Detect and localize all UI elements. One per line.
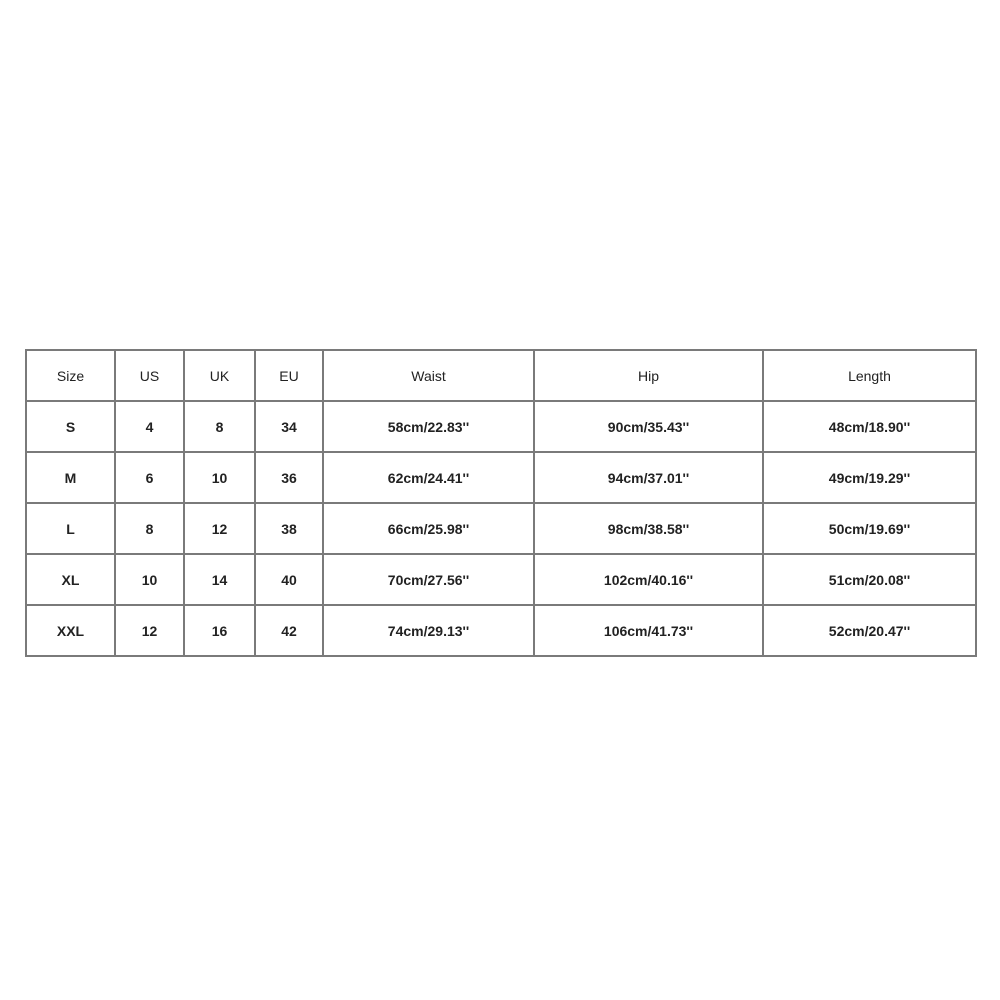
table-row	[26, 503, 976, 554]
cell-eu: 38	[255, 503, 323, 554]
cell-length: 48cm/18.90''	[763, 401, 976, 452]
cell-size: S	[26, 401, 115, 452]
cell-size: L	[26, 503, 115, 554]
table-row	[26, 605, 976, 656]
cell-eu: 42	[255, 605, 323, 656]
cell-us: 6	[115, 452, 184, 503]
cell-hip: 94cm/37.01''	[534, 452, 763, 503]
cell-us: 8	[115, 503, 184, 554]
cell-waist: 74cm/29.13''	[323, 605, 534, 656]
cell-eu: 36	[255, 452, 323, 503]
cell-uk: 16	[184, 605, 255, 656]
cell-size: M	[26, 452, 115, 503]
cell-hip: 106cm/41.73''	[534, 605, 763, 656]
cell-uk: 12	[184, 503, 255, 554]
cell-waist: 62cm/24.41''	[323, 452, 534, 503]
cell-us: 12	[115, 605, 184, 656]
cell-hip: 98cm/38.58''	[534, 503, 763, 554]
table-row	[26, 554, 976, 605]
header-eu: EU	[255, 350, 323, 401]
cell-size: XXL	[26, 605, 115, 656]
cell-eu: 34	[255, 401, 323, 452]
cell-hip: 90cm/35.43''	[534, 401, 763, 452]
cell-size: XL	[26, 554, 115, 605]
table-row	[26, 401, 976, 452]
header-hip: Hip	[534, 350, 763, 401]
cell-uk: 10	[184, 452, 255, 503]
header-row	[26, 350, 976, 401]
header-size: Size	[26, 350, 115, 401]
cell-us: 4	[115, 401, 184, 452]
header-length: Length	[763, 350, 976, 401]
cell-uk: 8	[184, 401, 255, 452]
header-waist: Waist	[323, 350, 534, 401]
cell-us: 10	[115, 554, 184, 605]
header-uk: UK	[184, 350, 255, 401]
cell-length: 52cm/20.47''	[763, 605, 976, 656]
cell-length: 50cm/19.69''	[763, 503, 976, 554]
cell-waist: 66cm/25.98''	[323, 503, 534, 554]
cell-hip: 102cm/40.16''	[534, 554, 763, 605]
header-us: US	[115, 350, 184, 401]
table-row	[26, 452, 976, 503]
cell-waist: 70cm/27.56''	[323, 554, 534, 605]
cell-length: 49cm/19.29''	[763, 452, 976, 503]
cell-waist: 58cm/22.83''	[323, 401, 534, 452]
cell-eu: 40	[255, 554, 323, 605]
cell-uk: 14	[184, 554, 255, 605]
cell-length: 51cm/20.08''	[763, 554, 976, 605]
size-chart-table	[25, 349, 977, 657]
